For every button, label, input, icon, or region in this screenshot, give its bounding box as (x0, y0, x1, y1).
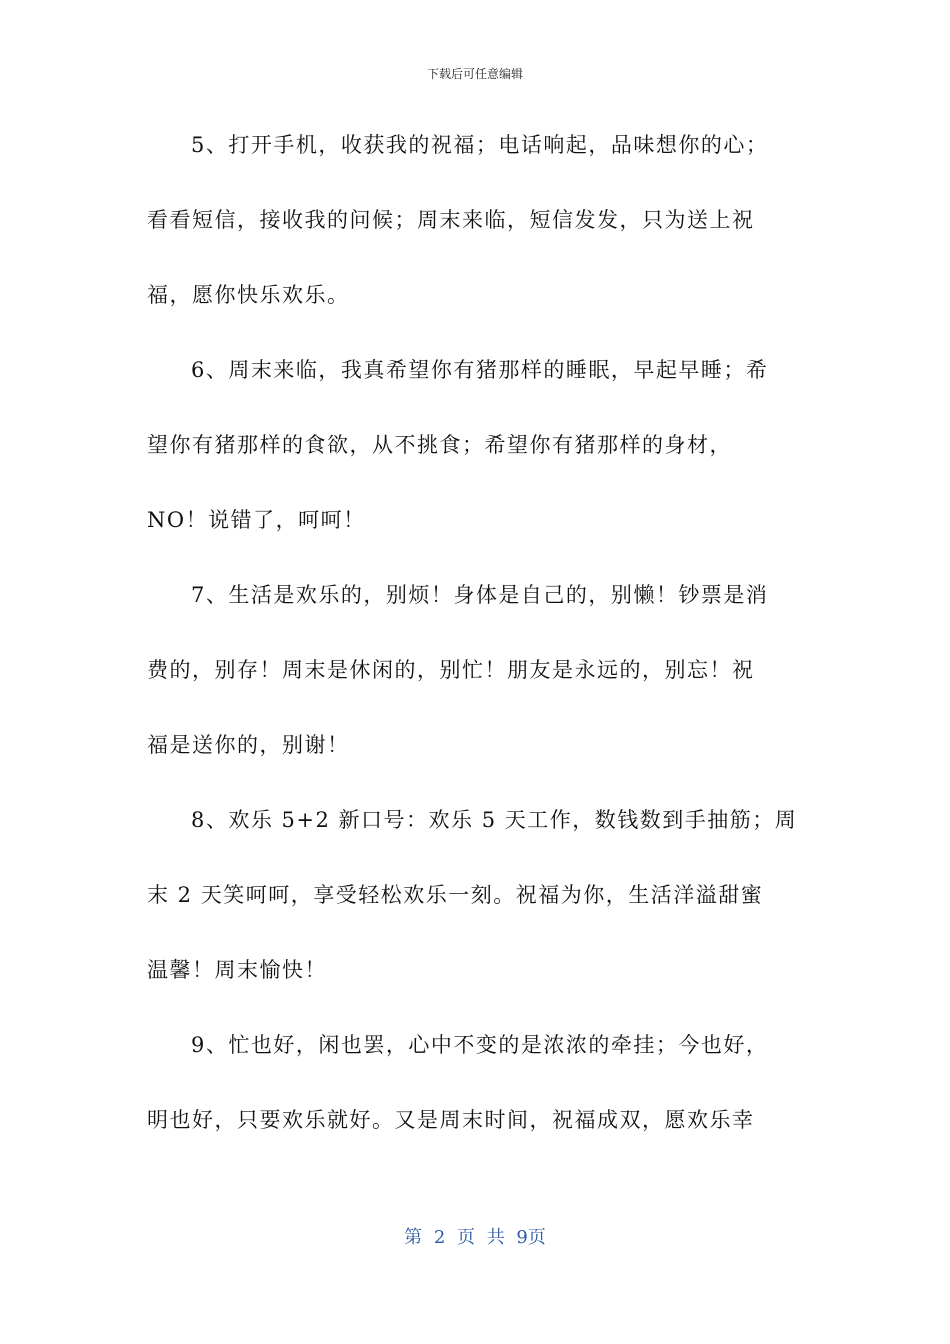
text-line: 明也好，只要欢乐就好。又是周末时间，祝福成双，愿欢乐幸 (147, 1108, 755, 1132)
page-number-footer: 第 2 页 共 9页 (404, 1227, 546, 1248)
paragraph-6 (147, 333, 811, 558)
text-line: 6、周末来临，我真希望你有猪那样的睡眠，早起早睡；希 (191, 358, 769, 382)
text-line: 5、打开手机，收获我的祝福；电话响起，品味想你的心； (191, 133, 769, 157)
text-line: 费的，别存！周末是休闲的，别忙！朋友是永远的，别忘！祝 (147, 658, 755, 682)
text-line: 望你有猪那样的食欲，从不挑食；希望你有猪那样的身材， (147, 433, 732, 457)
document-body (147, 108, 811, 1158)
text-line: 看看短信，接收我的问候；周末来临，短信发发，只为送上祝 (147, 208, 755, 232)
paragraph-9 (147, 1008, 811, 1158)
text-line: 7、生活是欢乐的，别烦！身体是自己的，别懒！钞票是消 (191, 583, 769, 607)
text-line: 温馨！周末愉快！ (147, 958, 327, 982)
page-header: 下载后可任意编辑 (426, 67, 523, 81)
paragraph-8 (147, 783, 811, 1008)
paragraph-5 (147, 108, 811, 333)
text-line: 8、欢乐 5+2 新口号：欢乐 5 天工作，数钱数到手抽筋；周 (191, 808, 798, 832)
paragraph-7 (147, 558, 811, 783)
text-line: 福是送你的，别谢！ (147, 733, 350, 757)
text-line: 9、忙也好，闲也罢，心中不变的是浓浓的牵挂；今也好， (191, 1033, 769, 1057)
text-line: 福，愿你快乐欢乐。 (147, 283, 350, 307)
text-line: NO！说错了，呵呵！ (147, 508, 366, 532)
text-line: 末 2 天笑呵呵，享受轻松欢乐一刻。祝福为你，生活洋溢甜蜜 (147, 883, 764, 907)
